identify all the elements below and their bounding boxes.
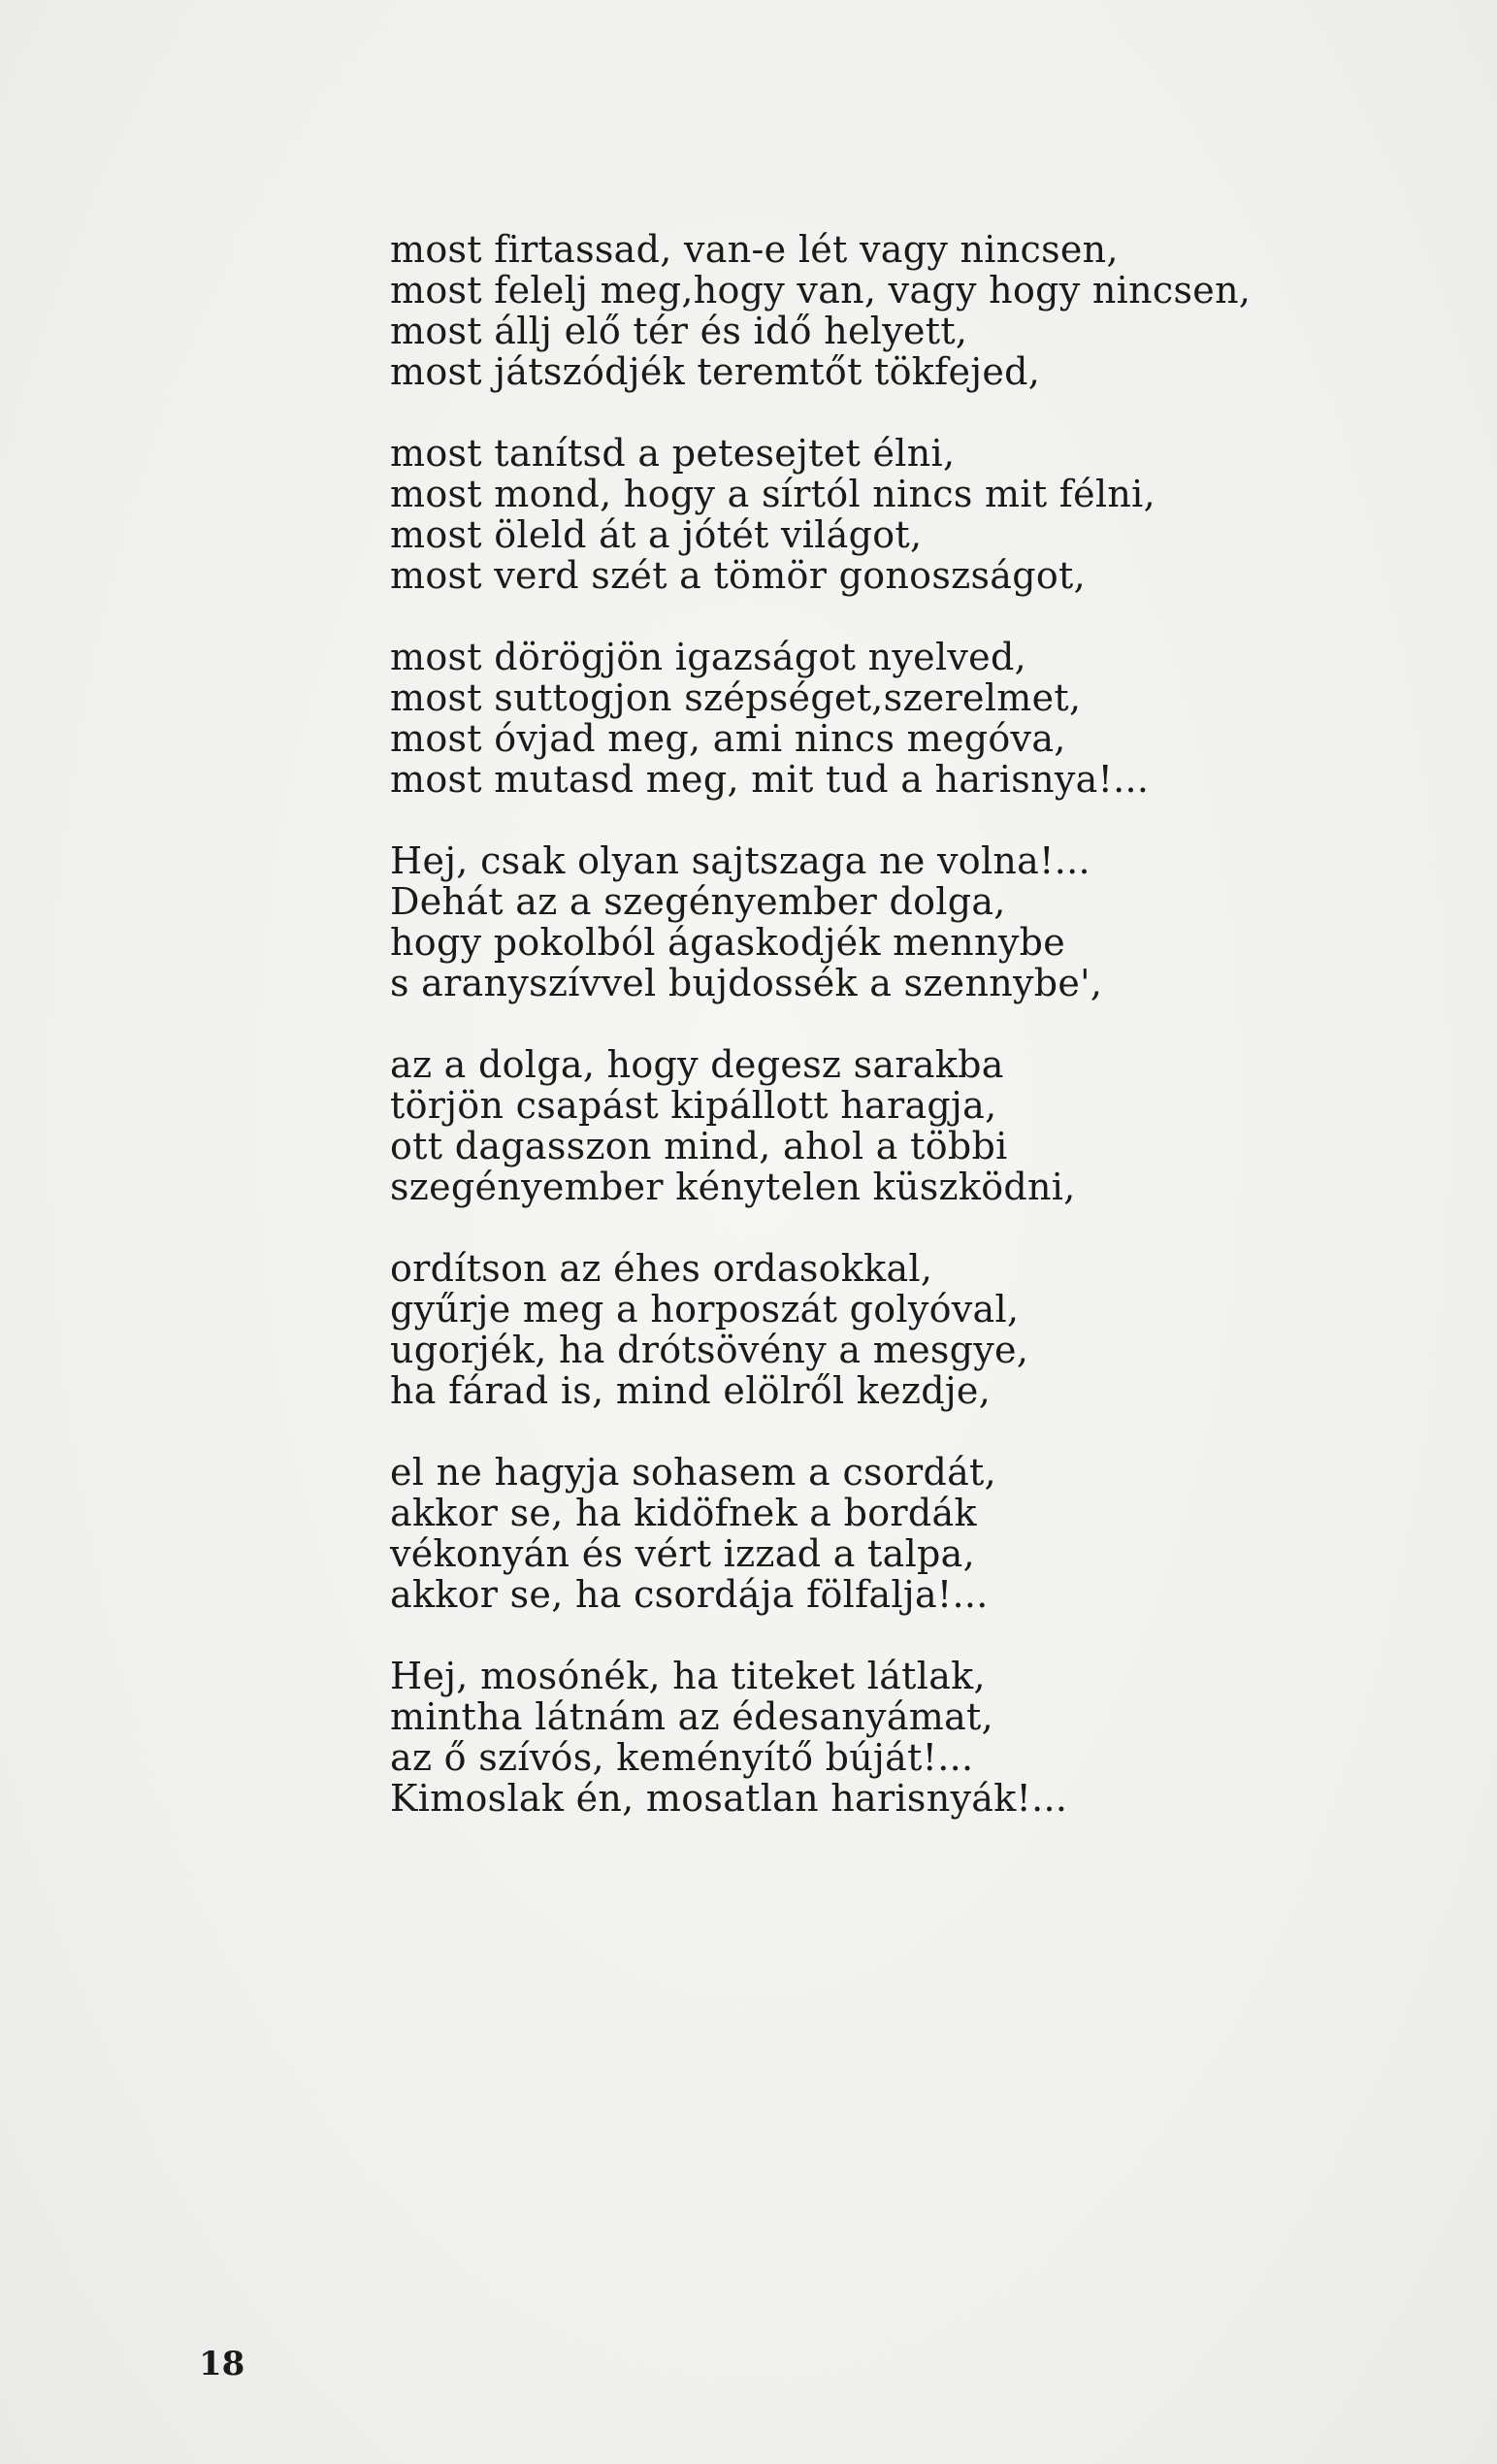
poem-line: gyűrje meg a horposzát golyóval, [390,1288,1020,1331]
poem-line: ordítson az éhes ordasokkal, [390,1247,933,1290]
stanza [390,1656,1360,1819]
poem-line: most dörögjön igazságot nyelved, [390,636,1026,678]
stanza [390,1044,1360,1207]
stanza [390,840,1360,1003]
stanza [390,637,1360,800]
stanza [390,1248,1360,1411]
poem-line: akkor se, ha csordája fölfalja!... [390,1573,989,1616]
poem-line: az a dolga, hogy degesz sarakba [390,1043,1004,1086]
poem-line: most verd szét a tömör gonoszságot, [390,554,1086,597]
poem-line: vékonyán és vért izzad a talpa, [390,1532,975,1575]
poem-line: most mond, hogy a sírtól nincs mit félni, [390,473,1155,515]
poem-line: Hej, mosónék, ha titeket látlak, [390,1655,986,1697]
poem-line: most tanítsd a petesejtet élni, [390,432,956,475]
poem-line: most állj elő tér és idő helyett, [390,310,968,352]
stanza [390,229,1360,392]
poem-line: ha fárad is, mind elölről kezdje, [390,1369,992,1412]
poem-line: törjön csapást kipállott haragja, [390,1084,997,1127]
stanza [390,433,1360,596]
poem-line: most felelj meg,hogy van, vagy hogy nincsen, [390,269,1252,312]
poem-line: most óvjad meg, ami nincs megóva, [390,717,1066,760]
poem-line: Kimoslak én, mosatlan harisnyák!... [390,1777,1068,1820]
poem-line: most firtassad, van-e lét vagy nincsen, [390,228,1119,271]
poem-text [390,229,1360,1859]
poem-line: el ne hagyja sohasem a csordát, [390,1451,996,1494]
poem-line: mintha látnám az édesanyámat, [390,1695,994,1738]
stanza [390,1452,1360,1615]
poem-line: szegényember kénytelen küszködni, [390,1166,1076,1208]
poem-line: Hej, csak olyan sajtszaga ne volna!... [390,839,1090,882]
poem-line: Dehát az a szegényember dolga, [390,880,1006,923]
poem-line: akkor se, ha kidöfnek a bordák [390,1492,977,1534]
poem-line: az ő szívós, keményítő búját!... [390,1736,974,1779]
poem-line: most mutasd meg, mit tud a harisnya!... [390,758,1150,801]
poem-line: hogy pokolból ágaskodjék mennybe [390,921,1066,964]
poem-line: s aranyszívvel bujdossék a szennybe', [390,962,1103,1004]
poem-line: ott dagasszon mind, ahol a többi [390,1125,1008,1167]
poem-line: most öleld át a jótét világot, [390,513,923,556]
page-number: 18 [199,2345,245,2383]
poem-line: ugorjék, ha drótsövény a mesgye, [390,1329,1029,1371]
poem-line: most játszódjék teremtőt tökfejed, [390,350,1041,393]
poem-line: most suttogjon szépséget,szerelmet, [390,676,1082,719]
